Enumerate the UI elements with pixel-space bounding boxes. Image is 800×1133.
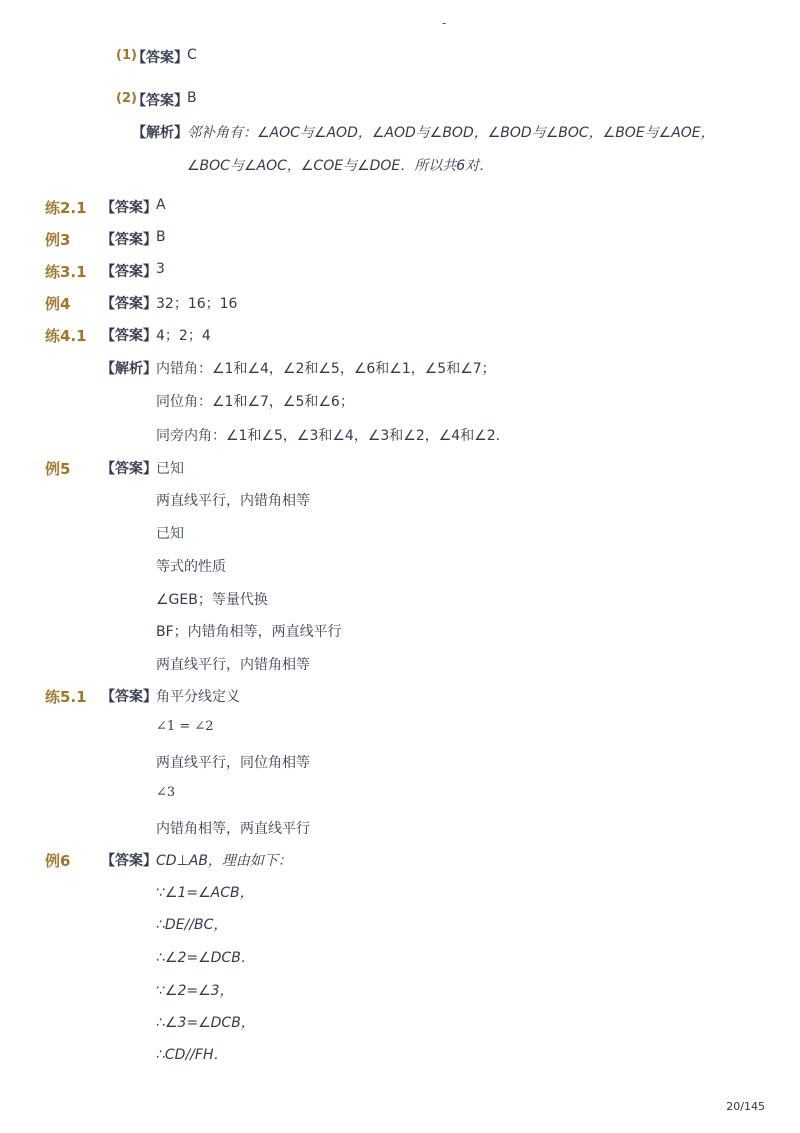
answer-line: 内错角相等，两直线平行 [156,821,310,837]
answer-line: 两直线平行，内错角相等 [156,493,310,509]
q2-analysis-line-1: 邻补角有：∠AOC与∠AOD，∠AOD与∠BOD，∠BOD与∠BOC，∠BOE与∠AOE， [187,125,715,141]
answer-line: ∠1 = ∠2 [156,719,214,734]
item-label: 例5 [45,460,71,478]
item-label: 练4.1 [45,327,87,345]
answer-tag: 【答案】 [101,200,157,216]
q2-analysis-line-2: ∠BOC与∠AOC，∠COE与∠DOE．所以共6对． [187,158,494,174]
q2-answer: B [187,90,197,106]
analysis-tag: 【解析】 [101,361,157,377]
answer-line: ∴∠2=∠DCB． [156,950,255,966]
q2-answer-tag: 【答案】 [132,93,188,109]
answer-tag: 【答案】 [101,232,157,248]
q1-answer-tag: 【答案】 [132,50,188,66]
item-label: 例4 [45,295,71,313]
answer-line: 已知 [156,461,184,477]
item-answer: 3 [156,261,165,277]
answer-line: 两直线平行，同位角相等 [156,755,310,771]
item-answer: 4；2；4 [156,328,211,344]
answer-line: 两直线平行，内错角相等 [156,657,310,673]
item-answer: B [156,229,166,245]
answer-line: ∴CD//FH． [156,1047,228,1063]
answer-line: ∠GEB；等量代换 [156,592,268,608]
answer-line: ∴DE//BC， [156,917,228,933]
item-label: 例3 [45,231,71,249]
q1-label: (1) [116,48,137,63]
analysis-line: 同旁内角：∠1和∠5，∠3和∠4，∠3和∠2，∠4和∠2． [156,428,510,444]
q1-answer: C [187,47,197,63]
q2-label: (2) [116,91,137,106]
answer-line: 角平分线定义 [156,689,240,705]
answer-tag: 【答案】 [101,328,157,344]
answer-line: ∠3 [156,785,176,800]
item-label: 练3.1 [45,263,87,281]
q2-analysis-tag: 【解析】 [132,125,188,141]
answer-tag: 【答案】 [101,853,157,869]
item-label: 练2.1 [45,199,87,217]
item-label: 练5.1 [45,688,87,706]
analysis-line: 内错角：∠1和∠4，∠2和∠5，∠6和∠1，∠5和∠7； [156,361,496,377]
answer-line: BF；内错角相等，两直线平行 [156,624,342,640]
header-mark: - [442,16,447,30]
answer-tag: 【答案】 [101,264,157,280]
page-number: 20/145 [726,1100,765,1113]
answer-line: ∴∠3=∠DCB， [156,1015,255,1031]
answer-line: 已知 [156,526,184,542]
answer-line: 等式的性质 [156,559,226,575]
item-answer: 32；16；16 [156,296,238,312]
analysis-line: 同位角：∠1和∠7，∠5和∠6； [156,394,354,410]
answer-tag: 【答案】 [101,689,157,705]
answer-line: ∵∠1=∠ACB， [156,885,254,901]
answer-tag: 【答案】 [101,296,157,312]
answer-tag: 【答案】 [101,461,157,477]
answer-line: ∵∠2=∠3， [156,983,234,999]
item-answer: A [156,197,166,213]
item-label: 例6 [45,852,71,870]
answer-line: CD⊥AB，理由如下： [156,853,292,869]
